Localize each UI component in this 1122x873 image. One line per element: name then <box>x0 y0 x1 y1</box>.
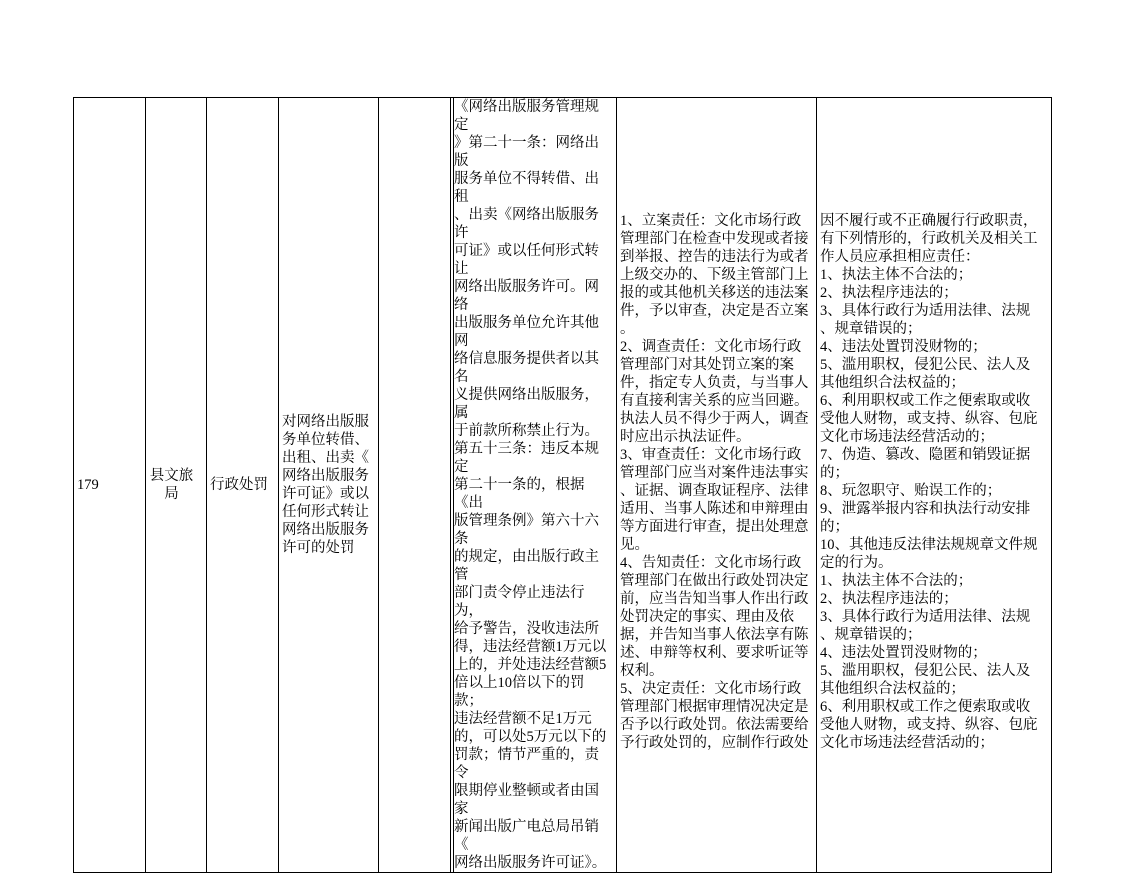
item-name-cell <box>279 98 379 873</box>
power-category: 行政处罚 <box>210 477 268 493</box>
table-row <box>74 98 1052 873</box>
accountability-cell <box>817 98 1052 873</box>
legal-basis-text: 《网络出版服务管理规定 》第二十一条：网络出版 服务单位不得转借、出租 、出卖《网络出版服务许 可证》或以任何形式转让 网络出版服务许可。网络 出版服务单位允许其他网 络信息服务提供者以其名 义提供网络出版服务，属 于前款所称禁止行为。 第五十三条：违反本规定 第二十一条的，根据《出 版管理条例》第六十六条 的规定，由出版行政主管 部门责令停止违法行为， 给予警告，没收违法所 得，违法经营额1万元以 上的，并处违法经营额5 倍以上10倍以下的罚款； 违法经营额不足1万元 的，可以处5万元以下的 罚款；情节严重的，责令 限期停业整顿或者由国家 新闻出版广电总局吊销《 网络出版服务许可证》。 <box>454 99 607 871</box>
power-list-table <box>73 97 1052 873</box>
department-name: 县文旅局 <box>149 468 194 502</box>
item-number: 179 <box>77 477 99 493</box>
legal-basis-cell <box>451 98 617 873</box>
responsibility-cell <box>617 98 817 873</box>
item-number-cell <box>74 98 146 873</box>
item-name: 对网络出版服 务单位转借、 出租、出卖《 网络出版服务 许可证》或以 任何形式转让 网络出版服务 许可的处罚 <box>282 414 369 556</box>
accountability-text: 因不履行或不正确履行行政职责， 有下列情形的，行政机关及相关工 作人员应承担相应责任： 1、执法主体不合法的； 2、执法程序违法的； 3、具体行政行为适用法律、法规 、规章错误的； 4、违法处置罚没财物的； 5、滥用职权，侵犯公民、法人及 其他组织合法权益的； 6、利用职权或工作之便索取或收 受他人财物，或支持、纵容、包庇 文化市场违法经营活动的； 7、伪造、篡改、隐匿和销毁证据 的； 8、玩忽职守、贻误工作的； 9、泄露举报内容和执法行动安排 的； 10、其他违反法律法规规章文件规 定的行为。 1、执法主体不合法的； 2、执法程序违法的； 3、具体行政行为适用法律、法规 、规章错误的； 4、违法处置罚没财物的； 5、滥用职权，侵犯公民、法人及 其他组织合法权益的； 6、利用职权或工作之便索取或收 受他人财物，或支持、纵容、包庇 文化市场违法经营活动的； <box>820 213 1038 751</box>
responsibility-text: 1、立案责任：文化市场行政 管理部门在检查中发现或者接 到举报、控告的违法行为或者 上级交办的、下级主管部门上 报的或其他机关移送的违法案 件，予以审查，决定是否立案 。 2、调查责任：文化市场行政 管理部门对其处罚立案的案 件，指定专人负责，与当事人 有直接利害关系的应当回避。 执法人员不得少于两人，调查 时应出示执法证件。 3、审查责任：文化市场行政 管理部门应当对案件违法事实 、证据、调查取证程序、法律 适用、当事人陈述和申辩理由 等方面进行审查，提出处理意 见。 4、告知责任：文化市场行政 管理部门在做出行政处罚决定 前，应当告知当事人作出行政 处罚决定的事实、理由及依 据，并告知当事人依法享有陈 述、申辩等权利、要求听证等 权利。 5、决定责任：文化市场行政 管理部门根据审理情况决定是 否予以行政处罚。依法需要给 予行政处罚的，应制作行政处 <box>620 213 809 751</box>
category-cell <box>207 98 279 873</box>
sub-item-cell <box>379 98 451 873</box>
department-cell <box>146 98 207 873</box>
